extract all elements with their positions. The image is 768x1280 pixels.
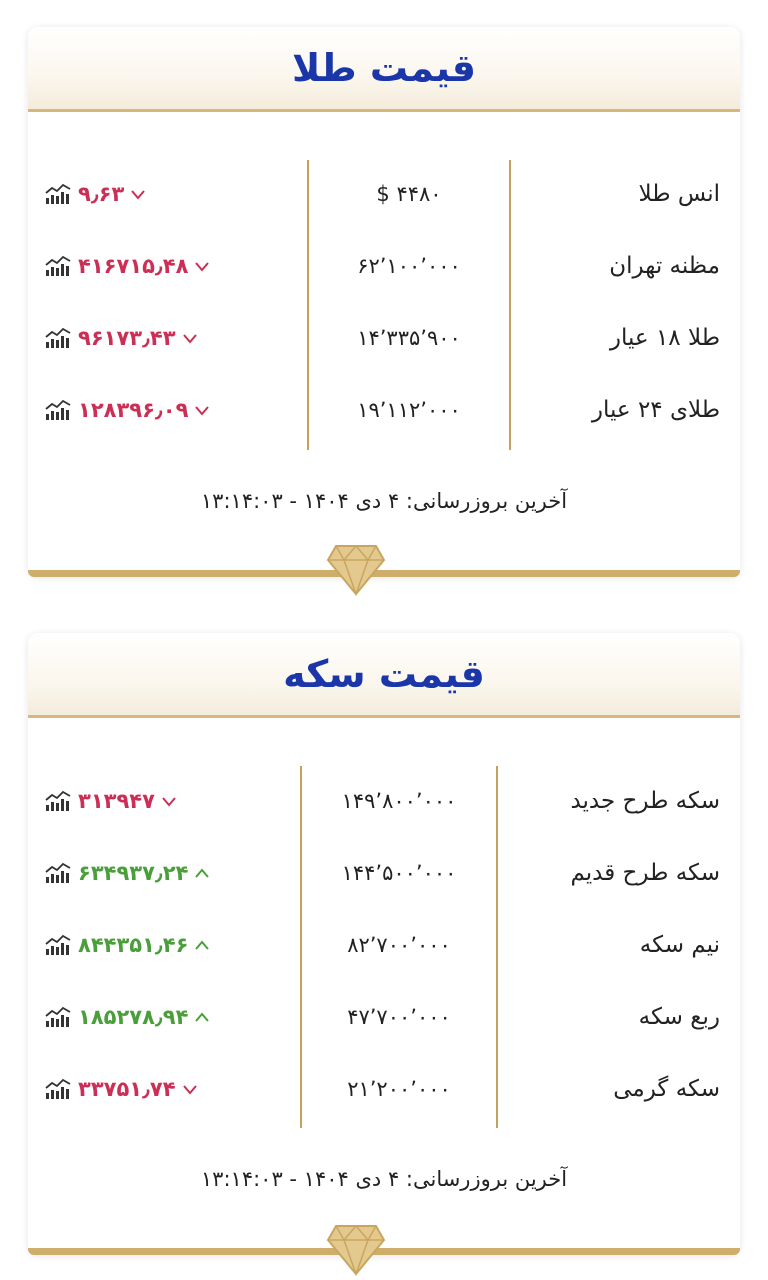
chevron-down-icon <box>194 260 210 272</box>
gold-card-header <box>28 27 740 112</box>
item-price: ۱۴۴٬۵۰۰٬۰۰۰ <box>341 861 457 885</box>
item-price: ۶۲٬۱۰۰٬۰۰۰ <box>357 254 461 278</box>
table-row <box>28 158 740 230</box>
chevron-down-icon <box>194 404 210 416</box>
table-row <box>28 1053 740 1125</box>
item-price: ۸۲٬۷۰۰٬۰۰۰ <box>347 933 451 957</box>
table-row <box>28 230 740 302</box>
price-change <box>44 158 146 230</box>
price-change <box>44 1053 198 1125</box>
diamond-icon <box>326 540 386 596</box>
price-change <box>44 230 210 302</box>
price-change-value: ۳۳۷۵۱٫۷۴ <box>78 1077 176 1101</box>
table-row <box>28 302 740 374</box>
item-name: طلای ۲۴ عیار <box>591 397 720 423</box>
table-row <box>28 981 740 1053</box>
item-price: ۲۱٬۲۰۰٬۰۰۰ <box>347 1077 451 1101</box>
price-change-value: ۸۴۴۳۵۱٫۴۶ <box>78 933 189 957</box>
chart-icon[interactable] <box>44 934 72 956</box>
coin-last-updated: آخرین بروزرسانی: ۴ دی ۱۴۰۴ - ۱۳:۱۴:۰۳ <box>200 1167 568 1191</box>
price-change-value: ۱۸۵۲۷۸٫۹۴ <box>78 1005 189 1029</box>
chevron-down-icon <box>130 188 146 200</box>
chart-icon[interactable] <box>44 399 72 421</box>
price-change-value: ۹٫۶۳ <box>78 182 125 206</box>
chart-icon[interactable] <box>44 862 72 884</box>
chart-icon[interactable] <box>44 327 72 349</box>
item-price: $ ۴۴۸۰ <box>376 182 442 206</box>
gold-last-updated: آخرین بروزرسانی: ۴ دی ۱۴۰۴ - ۱۳:۱۴:۰۳ <box>200 489 568 513</box>
table-row <box>28 909 740 981</box>
chevron-up-icon <box>194 939 210 951</box>
chart-icon[interactable] <box>44 790 72 812</box>
price-change <box>44 909 210 981</box>
item-name: سکه گرمی <box>613 1076 720 1102</box>
item-name: انس طلا <box>638 181 720 207</box>
gold-card-title: قیمت طلا <box>292 46 476 90</box>
price-change-value: ۱۲۸۳۹۶٫۰۹ <box>78 398 189 422</box>
item-name: مظنه تهران <box>609 253 720 279</box>
coin-card-header <box>28 633 740 718</box>
chart-icon[interactable] <box>44 1006 72 1028</box>
price-change <box>44 302 198 374</box>
chevron-down-icon <box>182 1083 198 1095</box>
coin-card-title: قیمت سکه <box>283 652 485 696</box>
coin-price-card <box>28 633 740 1255</box>
chart-icon[interactable] <box>44 1078 72 1100</box>
item-name: سکه طرح جدید <box>570 788 720 814</box>
item-price: ۱۴٬۳۳۵٬۹۰۰ <box>357 326 461 350</box>
diamond-icon <box>326 1220 386 1276</box>
price-change-value: ۶۳۴۹۳۷٫۲۴ <box>78 861 189 885</box>
item-name: ربع سکه <box>638 1004 720 1030</box>
gold-price-card <box>28 27 740 577</box>
item-price: ۴۷٬۷۰۰٬۰۰۰ <box>347 1005 451 1029</box>
price-change <box>44 837 210 909</box>
chevron-up-icon <box>194 1011 210 1023</box>
chevron-down-icon <box>182 332 198 344</box>
price-change-value: ۹۶۱۷۳٫۴۳ <box>78 326 176 350</box>
item-name: نیم سکه <box>639 932 720 958</box>
price-change <box>44 374 210 446</box>
chart-icon[interactable] <box>44 183 72 205</box>
chart-icon[interactable] <box>44 255 72 277</box>
price-change <box>44 765 177 837</box>
item-name: سکه طرح قدیم <box>570 860 720 886</box>
chevron-down-icon <box>161 795 177 807</box>
price-change <box>44 981 210 1053</box>
price-change-value: ۳۱۳۹۴۷ <box>78 789 155 813</box>
table-row <box>28 837 740 909</box>
table-row <box>28 765 740 837</box>
item-price: ۱۴۹٬۸۰۰٬۰۰۰ <box>341 789 457 813</box>
chevron-up-icon <box>194 867 210 879</box>
item-name: طلا ۱۸ عیار <box>609 325 720 351</box>
table-row <box>28 374 740 446</box>
price-change-value: ۴۱۶۷۱۵٫۴۸ <box>78 254 189 278</box>
item-price: ۱۹٬۱۱۲٬۰۰۰ <box>357 398 461 422</box>
